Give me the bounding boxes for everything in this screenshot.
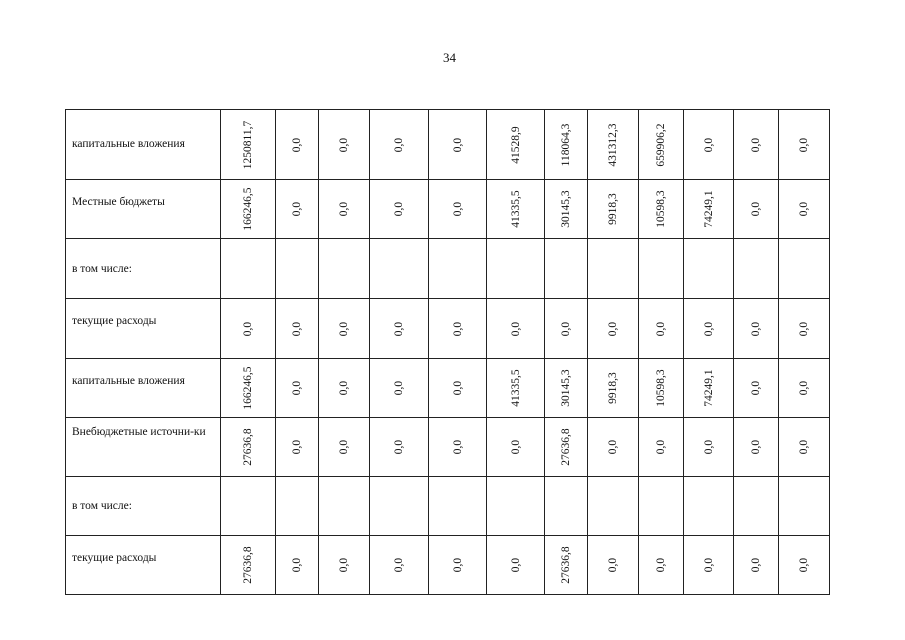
value-cell	[588, 180, 639, 239]
value-cell	[545, 359, 588, 418]
cell-value: 27636,8	[560, 428, 572, 466]
cell-value: 30145,3	[560, 369, 572, 407]
value-cell	[684, 359, 734, 418]
cell-value: 9918,3	[607, 193, 619, 225]
value-cell	[276, 180, 319, 239]
value-cell	[734, 359, 779, 418]
cell-value: 0,0	[338, 201, 350, 217]
row-label-cell	[66, 299, 221, 359]
value-cell	[221, 180, 276, 239]
value-cell	[779, 110, 830, 180]
cell-value: 10598,3	[655, 369, 667, 407]
cell-value: 0,0	[291, 557, 303, 573]
row-label-cell	[66, 536, 221, 595]
cell-value: 0,0	[451, 321, 464, 336]
cell-value: 10598,3	[655, 190, 667, 228]
row-label-cell	[66, 359, 221, 418]
cell-value: 0,0	[655, 557, 667, 573]
table-row	[66, 299, 830, 359]
value-cell	[487, 536, 545, 595]
cell-value: 0,0	[798, 557, 810, 573]
value-cell	[221, 536, 276, 595]
table-row	[66, 180, 830, 239]
value-cell	[429, 239, 487, 299]
cell-value: 0,0	[798, 321, 810, 336]
value-cell	[684, 110, 734, 180]
page-number: 34	[443, 50, 456, 65]
value-cell	[779, 180, 830, 239]
row-label-cell	[66, 239, 221, 299]
value-cell	[487, 359, 545, 418]
cell-value: 0,0	[291, 380, 303, 396]
cell-value: 0,0	[702, 557, 715, 573]
value-cell	[734, 299, 779, 359]
cell-value: 0,0	[702, 439, 715, 455]
value-cell	[276, 299, 319, 359]
cell-value: 0,0	[393, 557, 405, 573]
cell-value: 0,0	[451, 201, 464, 217]
table-body	[66, 110, 830, 595]
value-cell	[221, 418, 276, 477]
cell-value: 27636,8	[560, 546, 572, 584]
value-cell	[370, 418, 429, 477]
value-cell	[779, 359, 830, 418]
cell-value: 166246,5	[242, 187, 254, 231]
cell-value: 74249,1	[702, 190, 715, 228]
row-label: капитальные вложения	[72, 375, 185, 387]
value-cell	[684, 418, 734, 477]
value-cell	[221, 110, 276, 180]
cell-value: 118064,3	[560, 123, 572, 166]
cell-value: 166246,5	[242, 366, 254, 410]
value-cell	[639, 299, 684, 359]
value-cell	[734, 180, 779, 239]
value-cell	[545, 536, 588, 595]
table-row	[66, 110, 830, 180]
value-cell	[319, 299, 370, 359]
value-cell	[545, 477, 588, 536]
value-cell	[588, 110, 639, 180]
cell-value: 0,0	[393, 439, 405, 455]
cell-value: 0,0	[291, 137, 303, 152]
value-cell	[319, 180, 370, 239]
row-label-cell	[66, 477, 221, 536]
value-cell	[429, 477, 487, 536]
value-cell	[684, 299, 734, 359]
value-cell	[319, 477, 370, 536]
cell-value: 0,0	[655, 439, 667, 455]
value-cell	[370, 477, 429, 536]
value-cell	[734, 110, 779, 180]
value-cell	[684, 239, 734, 299]
cell-value: 0,0	[338, 321, 350, 336]
value-cell	[370, 180, 429, 239]
value-cell	[319, 536, 370, 595]
cell-value: 0,0	[750, 137, 762, 152]
cell-value: 0,0	[798, 201, 810, 217]
value-cell	[684, 477, 734, 536]
cell-value: 0,0	[451, 137, 464, 152]
table-row	[66, 239, 830, 299]
cell-value: 27636,8	[242, 546, 254, 584]
value-cell	[639, 477, 684, 536]
value-cell	[639, 418, 684, 477]
value-cell	[487, 180, 545, 239]
value-cell	[370, 110, 429, 180]
cell-value: 0,0	[338, 557, 350, 573]
cell-value: 0,0	[393, 201, 405, 217]
value-cell	[779, 536, 830, 595]
value-cell	[370, 299, 429, 359]
value-cell	[545, 110, 588, 180]
value-cell	[545, 299, 588, 359]
cell-value: 659906,2	[655, 122, 667, 167]
value-cell	[588, 359, 639, 418]
row-label-cell	[66, 110, 221, 180]
value-cell	[429, 180, 487, 239]
cell-value: 0,0	[393, 380, 405, 396]
cell-value: 0,0	[798, 380, 810, 396]
value-cell	[487, 110, 545, 180]
value-cell	[429, 359, 487, 418]
value-cell	[276, 418, 319, 477]
cell-value: 0,0	[702, 321, 715, 336]
value-cell	[487, 239, 545, 299]
value-cell	[487, 418, 545, 477]
value-cell	[684, 536, 734, 595]
cell-value: 27636,8	[242, 428, 254, 466]
value-cell	[429, 536, 487, 595]
cell-value: 9918,3	[607, 372, 619, 404]
value-cell	[588, 239, 639, 299]
row-label: капитальные вложения	[72, 138, 185, 150]
cell-value: 0,0	[338, 137, 350, 152]
cell-value: 0,0	[560, 321, 572, 336]
row-label: в том числе:	[72, 263, 132, 275]
cell-value: 0,0	[607, 557, 619, 573]
value-cell	[588, 536, 639, 595]
cell-value: 0,0	[393, 321, 405, 336]
cell-value: 0,0	[509, 321, 522, 336]
value-cell	[734, 418, 779, 477]
value-cell	[487, 477, 545, 536]
value-cell	[319, 359, 370, 418]
value-cell	[639, 180, 684, 239]
value-cell	[370, 536, 429, 595]
value-cell	[276, 239, 319, 299]
table-row	[66, 477, 830, 536]
row-label: Внебюджетные источни-ки	[72, 426, 206, 438]
value-cell	[639, 239, 684, 299]
cell-value: 0,0	[291, 321, 303, 336]
cell-value: 0,0	[451, 557, 464, 573]
table-row	[66, 418, 830, 477]
cell-value: 0,0	[750, 557, 762, 573]
cell-value: 0,0	[509, 439, 522, 455]
budget-table	[65, 109, 830, 595]
value-cell	[276, 536, 319, 595]
cell-value: 0,0	[451, 439, 464, 455]
row-label-cell	[66, 418, 221, 477]
cell-value: 0,0	[509, 557, 522, 573]
cell-value: 74249,1	[702, 369, 715, 407]
cell-value: 0,0	[338, 380, 350, 396]
value-cell	[429, 110, 487, 180]
cell-value: 0,0	[291, 201, 303, 217]
cell-value: 0,0	[607, 439, 619, 455]
value-cell	[779, 418, 830, 477]
value-cell	[734, 477, 779, 536]
value-cell	[588, 418, 639, 477]
value-cell	[221, 239, 276, 299]
value-cell	[684, 180, 734, 239]
value-cell	[276, 359, 319, 418]
value-cell	[639, 110, 684, 180]
row-label: текущие расходы	[72, 552, 157, 564]
value-cell	[319, 239, 370, 299]
cell-value: 0,0	[798, 439, 810, 455]
cell-value: 0,0	[750, 380, 762, 396]
value-cell	[734, 536, 779, 595]
row-label: Местные бюджеты	[72, 196, 165, 208]
cell-value: 0,0	[798, 137, 810, 152]
value-cell	[639, 536, 684, 595]
cell-value: 0,0	[393, 137, 405, 152]
cell-value: 0,0	[655, 321, 667, 336]
value-cell	[779, 477, 830, 536]
cell-value: 0,0	[242, 321, 254, 336]
table-row	[66, 359, 830, 418]
value-cell	[221, 299, 276, 359]
row-label-cell	[66, 180, 221, 239]
cell-value: 41335,5	[509, 369, 522, 407]
cell-value: 0,0	[291, 439, 303, 455]
value-cell	[545, 239, 588, 299]
value-cell	[370, 359, 429, 418]
value-cell	[221, 359, 276, 418]
cell-value: 1250811,7	[242, 120, 254, 169]
row-label: текущие расходы	[72, 315, 157, 327]
value-cell	[429, 299, 487, 359]
cell-value: 0,0	[338, 439, 350, 455]
value-cell	[276, 110, 319, 180]
value-cell	[734, 239, 779, 299]
cell-value: 0,0	[607, 321, 619, 336]
value-cell	[276, 477, 319, 536]
value-cell	[370, 239, 429, 299]
cell-value: 0,0	[702, 137, 715, 152]
cell-value: 30145,3	[560, 190, 572, 228]
value-cell	[588, 299, 639, 359]
value-cell	[545, 418, 588, 477]
cell-value: 0,0	[451, 380, 464, 396]
value-cell	[779, 239, 830, 299]
cell-value: 41335,5	[509, 190, 522, 228]
value-cell	[779, 299, 830, 359]
row-label: в том числе:	[72, 500, 132, 512]
value-cell	[429, 418, 487, 477]
value-cell	[319, 418, 370, 477]
value-cell	[319, 110, 370, 180]
cell-value: 0,0	[750, 201, 762, 217]
value-cell	[221, 477, 276, 536]
cell-value: 0,0	[750, 321, 762, 336]
value-cell	[639, 359, 684, 418]
table-row	[66, 536, 830, 595]
cell-value: 431312,3	[607, 122, 619, 167]
value-cell	[487, 299, 545, 359]
value-cell	[545, 180, 588, 239]
cell-value: 41528,9	[509, 125, 522, 164]
cell-value: 0,0	[750, 439, 762, 455]
value-cell	[588, 477, 639, 536]
